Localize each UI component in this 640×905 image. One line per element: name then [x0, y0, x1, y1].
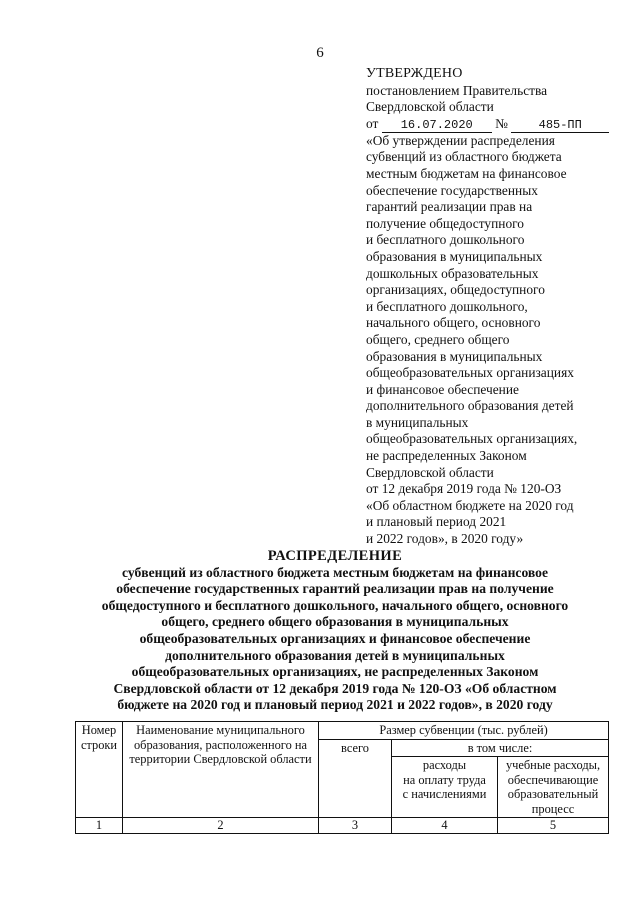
approval-line: в муниципальных: [366, 414, 469, 430]
approval-line: Свердловской области: [366, 99, 494, 115]
from-label: от: [366, 115, 379, 131]
column-number: 4: [392, 818, 498, 834]
approval-line: местным бюджетам на финансовое: [366, 165, 567, 181]
approval-heading: УТВЕРЖДЕНО: [366, 66, 463, 81]
approval-line: постановлением Правительства: [366, 82, 548, 98]
title-line: общедоступного и бесплатного дошкольного, начального общего, основного: [101, 597, 569, 613]
approval-line: образования в муниципальных: [366, 348, 543, 364]
title-heading: РАСПРЕДЕЛЕНИЕ: [267, 548, 403, 564]
approval-date-line: [366, 116, 634, 133]
approval-line: образования в муниципальных: [366, 248, 543, 264]
title-line: общеобразовательных организациях и финансовое обеспечение: [139, 630, 531, 646]
approval-line: субвенций из областного бюджета: [366, 149, 562, 165]
approval-line: начального общего, основного: [366, 315, 541, 331]
decree-number: 485-ПП: [511, 119, 609, 133]
title-line: обеспечение государственных гарантий реализации прав на получение: [116, 581, 554, 597]
approval-line: и бесплатного дошкольного: [366, 232, 525, 248]
header-row-number: Номер строки: [76, 722, 123, 818]
header-labor-costs: расходы на оплату труда с начислениями: [392, 757, 498, 818]
column-number: 3: [319, 818, 392, 834]
table-header-row: [76, 722, 609, 740]
document-title: [60, 548, 610, 714]
title-line: субвенций из областного бюджета местным бюджетам на финансовое: [121, 564, 548, 580]
header-educational-costs: учебные расходы, обеспечивающие образовательный процесс: [498, 757, 609, 818]
approval-stamp: [366, 66, 634, 548]
approval-line: и плановый период 2021: [366, 514, 507, 530]
decree-date: 16.07.2020: [382, 119, 492, 133]
header-including: в том числе:: [392, 739, 609, 757]
subvention-table: [75, 721, 609, 834]
approval-line: и финансовое обеспечение: [366, 381, 519, 397]
header-total: всего: [319, 739, 392, 818]
approval-line: «Об областном бюджете на 2020 год: [366, 497, 574, 513]
approval-line: дошкольных образовательных: [366, 265, 539, 281]
column-number: 5: [498, 818, 609, 834]
title-line: бюджете на 2020 год и плановый период 2021 и 2022 годов», в 2020 году: [117, 697, 553, 713]
approval-line: общего, среднего общего: [366, 331, 510, 347]
approval-line: общеобразовательных организациях: [366, 365, 574, 381]
approval-line: и бесплатного дошкольного,: [366, 298, 528, 314]
approval-line: получение общедоступного: [366, 215, 524, 231]
approval-line: и 2022 годов», в 2020 году»: [366, 531, 524, 547]
approval-line: не распределенных Законом: [366, 448, 527, 464]
approval-line: общеобразовательных организациях,: [366, 431, 578, 447]
column-number: 2: [123, 818, 319, 834]
approval-line: обеспечение государственных: [366, 182, 538, 198]
title-line: общеобразовательных организациях, не распределенных Законом: [131, 664, 539, 680]
header-municipality-name: Наименование муниципального образования, расположенного на территории Свердловской области: [123, 722, 319, 818]
title-line: дополнительного образования детей в муниципальных: [165, 647, 505, 663]
approval-line: от 12 декабря 2019 года № 120-ОЗ: [366, 481, 562, 497]
table-column-numbers: [76, 818, 609, 834]
header-subvention-amount: Размер субвенции (тыс. рублей): [319, 722, 609, 740]
column-number: 1: [76, 818, 123, 834]
approval-line: гарантий реализации прав на: [366, 199, 533, 215]
page-number: 6: [316, 45, 324, 61]
title-line: общего, среднего общего образования в муниципальных: [161, 614, 509, 630]
approval-line: «Об утверждении распределения: [366, 132, 555, 148]
title-line: Свердловской области от 12 декабря 2019 года № 120-ОЗ «Об областном: [113, 680, 557, 696]
approval-line: дополнительного образования детей: [366, 398, 574, 414]
number-label: №: [495, 115, 508, 131]
approval-line: Свердловской области: [366, 464, 494, 480]
approval-line: организациях, общедоступного: [366, 282, 545, 298]
